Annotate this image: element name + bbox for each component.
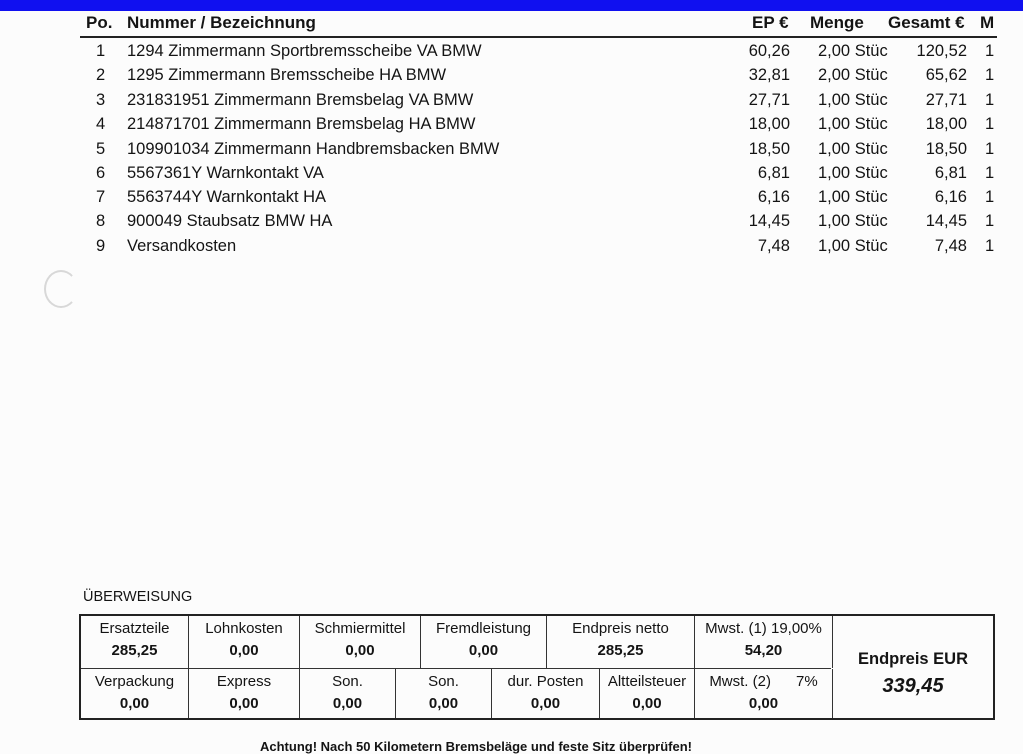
item-ep: 27,71 <box>748 91 790 109</box>
total-label: Ersatzteile <box>99 620 170 637</box>
total-value: 0,00 <box>229 642 259 659</box>
total-cell-son2 <box>396 669 492 718</box>
punch-hole-mark <box>44 270 78 308</box>
item-pos: 4 <box>96 115 106 133</box>
item-gesamt: 27,71 <box>925 91 967 109</box>
item-pos: 5 <box>96 140 106 158</box>
item-gesamt: 65,62 <box>925 66 967 84</box>
item-desc: 109901034 Zimmermann Handbremsbacken BMW <box>127 140 500 158</box>
total-label: Mwst. (1) 19,00% <box>705 620 822 637</box>
total-value: 0,00 <box>119 695 150 712</box>
item-m: 1 <box>985 42 995 60</box>
total-cell-mwst2 <box>695 669 833 718</box>
total-cell-altteilsteuer <box>600 669 695 718</box>
item-ep: 32,81 <box>748 66 790 84</box>
total-cell-endpreis-netto <box>547 616 695 668</box>
totals-box <box>79 614 995 720</box>
total-label: Altteilsteuer <box>607 673 687 690</box>
total-label: Verpackung <box>94 673 175 690</box>
item-pos: 3 <box>96 91 106 109</box>
header-desc: Nummer / Bezeichnung <box>127 13 316 32</box>
item-menge: 1,00 Stüc <box>818 91 888 109</box>
item-desc: Versandkosten <box>127 237 237 255</box>
header-divider <box>80 36 997 38</box>
item-gesamt: 7,48 <box>934 237 967 255</box>
item-gesamt: 6,16 <box>934 188 967 206</box>
top-color-bar <box>0 0 1023 11</box>
item-m: 1 <box>985 115 995 133</box>
list-item <box>0 164 1023 188</box>
item-gesamt: 14,45 <box>925 212 967 230</box>
item-desc: 214871701 Zimmermann Bremsbelag HA BMW <box>127 115 476 133</box>
total-value: 285,25 <box>111 642 158 659</box>
list-item <box>0 66 1023 90</box>
item-gesamt: 120,52 <box>916 42 967 60</box>
item-ep: 18,00 <box>748 115 790 133</box>
table-header <box>0 13 1023 37</box>
item-desc: 1294 Zimmermann Sportbremsscheibe VA BMW <box>127 42 482 60</box>
total-cell-dur-posten <box>492 669 600 718</box>
total-label: Son. <box>428 673 459 690</box>
total-label: Endpreis netto <box>572 620 669 637</box>
header-m: M <box>980 13 995 32</box>
item-gesamt: 18,00 <box>925 115 967 133</box>
payment-method: ÜBERWEISUNG <box>83 589 193 605</box>
list-item <box>0 115 1023 139</box>
item-pos: 1 <box>96 42 106 60</box>
total-value: 0,00 <box>632 695 662 712</box>
item-ep: 18,50 <box>748 140 790 158</box>
total-label: Lohnkosten <box>205 620 283 637</box>
item-ep: 7,48 <box>757 237 790 255</box>
total-value: 0,00 <box>468 642 499 659</box>
item-desc: 5563744Y Warnkontakt HA <box>127 188 327 206</box>
item-m: 1 <box>985 91 995 109</box>
total-value: 54,20 <box>744 642 783 659</box>
item-m: 1 <box>985 66 995 84</box>
total-value: 285,25 <box>597 642 644 659</box>
total-value: 0,00 <box>748 695 779 712</box>
item-menge: 2,00 Stüc <box>818 66 888 84</box>
item-menge: 1,00 Stüc <box>818 140 888 158</box>
item-m: 1 <box>985 140 995 158</box>
item-menge: 1,00 Stüc <box>818 237 888 255</box>
total-cell-mwst1 <box>695 616 833 668</box>
total-label: dur. Posten <box>507 673 584 690</box>
item-m: 1 <box>985 237 995 255</box>
item-gesamt: 6,81 <box>934 164 967 182</box>
header-pos: Po. <box>86 13 113 32</box>
final-price <box>833 616 993 718</box>
item-ep: 6,81 <box>757 164 790 182</box>
total-label: Mwst. (2) 7% <box>709 673 818 690</box>
final-price-value: 339,45 <box>882 675 944 697</box>
total-cell-schmiermittel <box>300 616 421 668</box>
list-item <box>0 42 1023 66</box>
total-value: 0,00 <box>229 695 259 712</box>
total-cell-ersatzteile <box>81 616 189 668</box>
total-cell-fremdleistung <box>421 616 547 668</box>
total-value: 0,00 <box>332 695 363 712</box>
item-menge: 1,00 Stüc <box>818 212 888 230</box>
item-desc: 5567361Y Warnkontakt VA <box>127 164 324 182</box>
item-pos: 9 <box>96 237 106 255</box>
item-gesamt: 18,50 <box>925 140 967 158</box>
item-ep: 6,16 <box>757 188 790 206</box>
item-m: 1 <box>985 188 995 206</box>
item-pos: 6 <box>96 164 106 182</box>
item-ep: 14,45 <box>748 212 790 230</box>
list-item <box>0 91 1023 115</box>
item-menge: 2,00 Stüc <box>818 42 888 60</box>
item-desc: 1295 Zimmermann Bremsscheibe HA BMW <box>127 66 447 84</box>
item-pos: 8 <box>96 212 106 230</box>
total-label: Schmiermittel <box>314 620 406 637</box>
total-value: 0,00 <box>428 695 459 712</box>
total-value: 0,00 <box>345 642 375 659</box>
item-m: 1 <box>985 164 995 182</box>
item-menge: 1,00 Stüc <box>818 188 888 206</box>
item-pos: 2 <box>96 66 106 84</box>
item-m: 1 <box>985 212 995 230</box>
list-item <box>0 140 1023 164</box>
list-item <box>0 188 1023 212</box>
item-desc: 231831951 Zimmermann Bremsbelag VA BMW <box>127 91 474 109</box>
total-label: Son. <box>332 673 363 690</box>
total-label: Fremdleistung <box>435 620 532 637</box>
list-item <box>0 212 1023 236</box>
header-menge: Menge <box>810 13 864 32</box>
total-cell-lohnkosten <box>189 616 300 668</box>
item-menge: 1,00 Stüc <box>818 115 888 133</box>
total-value: 0,00 <box>530 695 561 712</box>
total-label: Express <box>216 673 272 690</box>
item-desc: 900049 Staubsatz BMW HA <box>127 212 333 230</box>
total-cell-express <box>189 669 300 718</box>
header-gesamt: Gesamt € <box>888 13 965 32</box>
item-pos: 7 <box>96 188 106 206</box>
item-ep: 60,26 <box>748 42 790 60</box>
total-cell-son1 <box>300 669 396 718</box>
item-menge: 1,00 Stüc <box>818 164 888 182</box>
final-price-label: Endpreis EUR <box>857 650 969 668</box>
bottom-note: Achtung! Nach 50 Kilometern Bremsbeläge und feste Sitz überprüfen! <box>260 739 692 754</box>
list-item <box>0 237 1023 261</box>
total-cell-verpackung <box>81 669 189 718</box>
header-ep: EP € <box>752 13 789 32</box>
